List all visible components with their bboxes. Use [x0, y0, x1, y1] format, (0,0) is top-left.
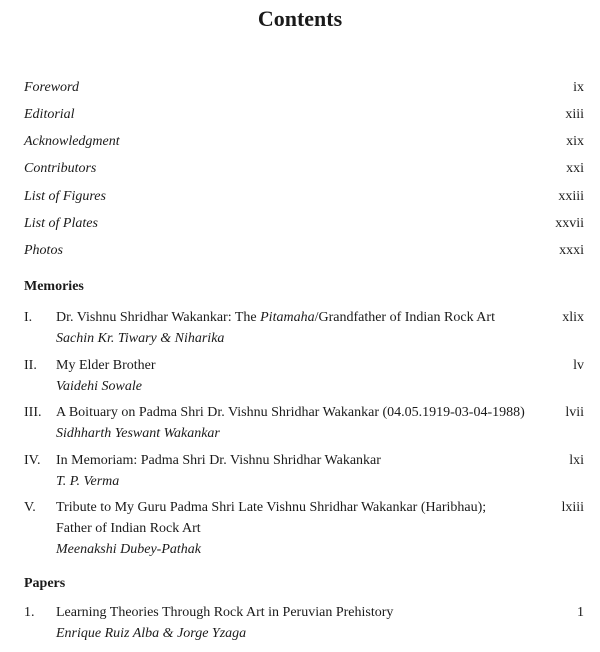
entry-title: A Boituary on Padma Shri Dr. Vishnu Shridhar Wakankar (04.05.1919-03-04-1988) — [56, 405, 525, 420]
entry-author: Sachin Kr. Tiwary & Niharika — [56, 331, 225, 346]
toc-page: xxvii — [555, 216, 584, 231]
entry-title: Dr. Vishnu Shridhar Wakankar: The Pitamaha/Grandfather of Indian Rock Art — [56, 310, 495, 325]
section-heading-memories: Memories — [24, 279, 84, 294]
toc-entry — [24, 307, 584, 349]
toc-label: Contributors — [24, 161, 97, 176]
entry-page: xlix — [562, 310, 584, 325]
page-title: Contents — [257, 6, 343, 31]
toc-entry-list-of-plates — [24, 216, 584, 232]
toc-page: xxiii — [558, 189, 584, 204]
entry-title: In Memoriam: Padma Shri Dr. Vishnu Shridhar Wakankar — [56, 453, 381, 468]
section-heading-papers: Papers — [24, 576, 66, 591]
entry-number: II. — [24, 358, 37, 373]
toc-label: Editorial — [24, 107, 75, 122]
toc-page: ix — [573, 80, 584, 95]
entry-author: Meenakshi Dubey-Pathak — [56, 542, 201, 557]
toc-page: xix — [566, 134, 584, 149]
entry-page: lxi — [569, 453, 584, 468]
entry-number: III. — [24, 405, 42, 420]
entry-number: V. — [24, 500, 36, 515]
entry-page: lv — [573, 358, 584, 373]
entry-author: Sidhharth Yeswant Wakankar — [56, 426, 220, 441]
toc-label: Foreword — [24, 80, 79, 95]
entry-author: Enrique Ruiz Alba & Jorge Yzaga — [56, 626, 247, 641]
entry-number: 1. — [24, 605, 35, 620]
entry-title-line1: Tribute to My Guru Padma Shri Late Vishnu Shridhar Wakankar (Haribhau); — [56, 500, 487, 515]
toc-entry-photos — [24, 243, 584, 259]
entry-number: IV. — [24, 453, 41, 468]
toc-entry-foreword — [24, 80, 584, 96]
toc-entry — [24, 402, 584, 444]
toc-entry — [24, 450, 584, 492]
toc-label: Photos — [24, 243, 63, 258]
entry-page: 1 — [577, 605, 584, 620]
entry-author: Vaidehi Sowale — [56, 379, 142, 394]
toc-entry-contributors — [24, 161, 584, 177]
toc-entry-editorial — [24, 107, 584, 123]
entry-number: I. — [24, 310, 33, 325]
toc-label: List of Figures — [24, 189, 106, 204]
toc-page: xxi — [566, 161, 584, 176]
entry-author: T. P. Verma — [56, 474, 120, 489]
entry-page: lvii — [565, 405, 584, 420]
toc-entry — [24, 497, 584, 560]
entry-title: Learning Theories Through Rock Art in Peruvian Prehistory — [56, 605, 394, 620]
toc-page: xxxi — [559, 243, 584, 258]
entry-page: lxiii — [561, 500, 584, 515]
toc-entry — [24, 355, 584, 397]
entry-title: My Elder Brother — [56, 358, 156, 373]
toc-entry — [24, 602, 584, 644]
toc-label: List of Plates — [24, 216, 98, 231]
entry-title-line2: Father of Indian Rock Art — [56, 521, 201, 536]
toc-label: Acknowledgment — [24, 134, 120, 149]
toc-entry-list-of-figures — [24, 189, 584, 205]
toc-entry-acknowledgment — [24, 134, 584, 150]
toc-page: xiii — [565, 107, 584, 122]
